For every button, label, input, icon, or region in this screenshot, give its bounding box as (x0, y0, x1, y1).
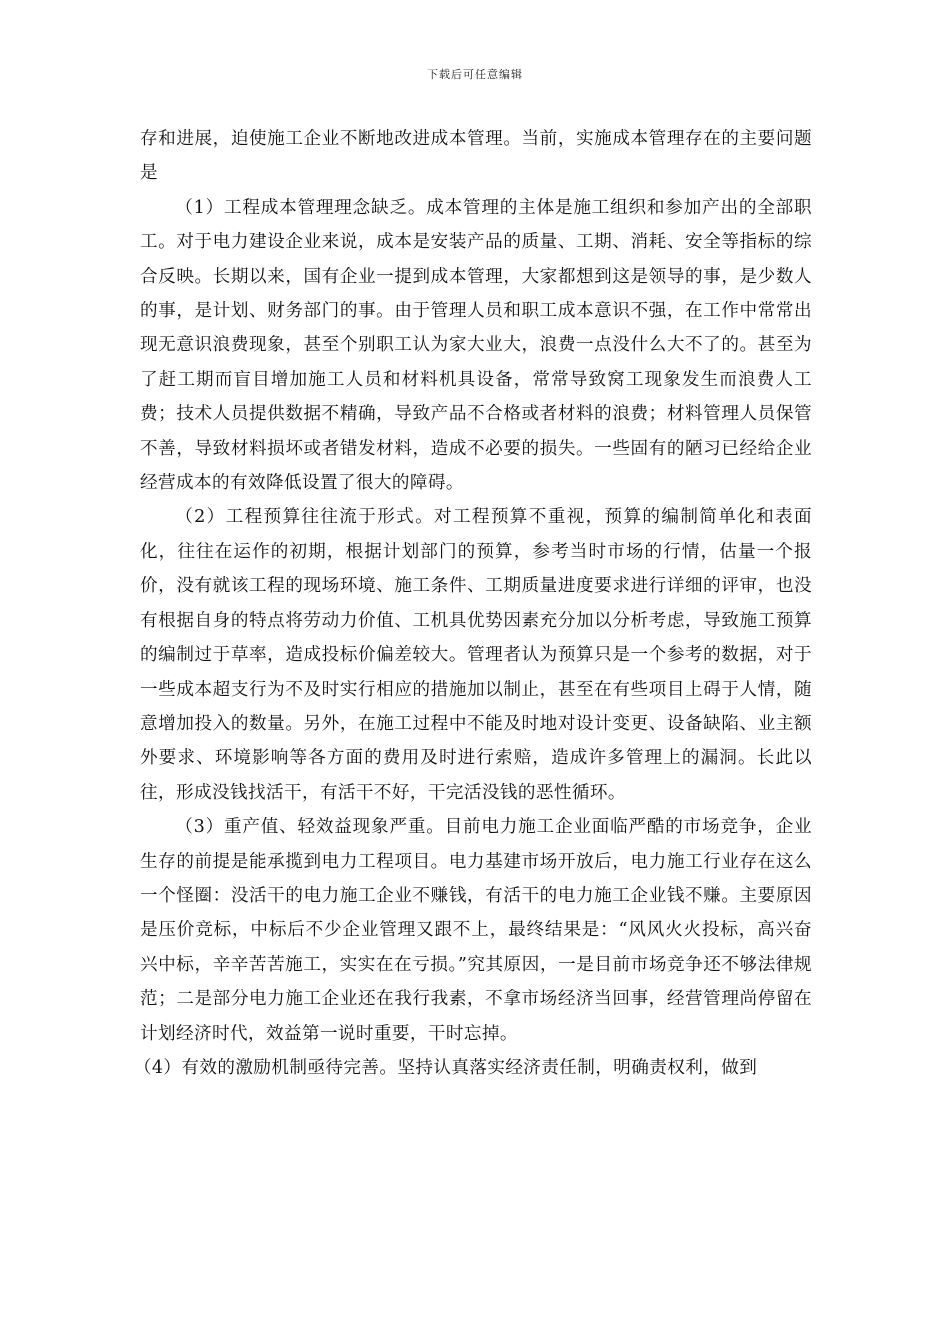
paragraph-item-2: （2）工程预算往往流于形式。对工程预算不重视，预算的编制简单化和表面化，往往在运作的初期，根据计划部门的预算，参考当时市场的行情，估量一个报价，没有就该工程的现场环境、施工条件、工期质量进度要求进行详细的评审，也没有根据自身的特点将劳动力价值、工机具优势因素充分加以分析考虑，导致施工预算的编制过于草率，造成投标价偏差较大。管理者认为预算只是一个参考的数据，对于一些成本超支行为不及时实行相应的措施加以制止，甚至在有些项目上碍于人情，随意增加投入的数量。另外，在施工过程中不能及时地对设计变更、设备缺陷、业主额外要求、环境影响等各方面的费用及时进行索赔，造成许多管理上的漏洞。长此以往，形成没钱找活干，有活干不好，干完活没钱的恶性循环。 (140, 507, 812, 803)
paragraph-item-3: （3）重产值、轻效益现象严重。目前电力施工企业面临严酷的市场竞争，企业生存的前提是能承揽到电力工程项目。电力基建市场开放后，电力施工行业存在这么一个怪圈：没活干的电力施工企业不赚钱，有活干的电力施工企业钱不赚。主要原因是压价竞标，中标后不少企业管理又跟不上，最终结果是：“风风火火投标，高兴奋兴中标，辛辛苦苦施工，实实在在亏损。”究其原因，一是目前市场竞争还不够法律规范；二是部分电力施工企业还在我行我素，不拿市场经济当回事，经营管理尚停留在计划经济时代，效益第一说时重要，干时忘掉。 (140, 817, 812, 1044)
page-header: 下载后可任意编辑 (427, 68, 523, 81)
paragraph-item-4: （4）有效的激励机制亟待完善。坚持认真落实经济责任制，明确责权利，做到 (133, 1057, 758, 1078)
paragraph-item-1: （1）工程成本管理理念缺乏。成本管理的主体是施工组织和参加产出的全部职工。对于电力建设企业来说，成本是安装产品的质量、工期、消耗、安全等指标的综合反映。长期以来，国有企业一提到成本管理，大家都想到这是领导的事，是少数人的事，是计划、财务部门的事。由于管理人员和职工成本意识不强，在工作中常常出现无意识浪费现象，甚至个别职工认为家大业大，浪费一点没什么大不了的。甚至为了赶工期而盲目增加施工人员和材料机具设备，常常导致窝工现象发生而浪费人工费；技术人员提供数据不精确，导致产品不合格或者材料的浪费；材料管理人员保管不善，导致材料损坏或者错发材料，造成不必要的损失。一些固有的陋习已经给企业经营成本的有效降低设置了很大的障碍。 (140, 197, 812, 494)
document-body (133, 122, 812, 1085)
paragraph-continuation: 存和进展，迫使施工企业不断地改进成本管理。当前，实施成本管理存在的主要问题是 (140, 129, 812, 184)
